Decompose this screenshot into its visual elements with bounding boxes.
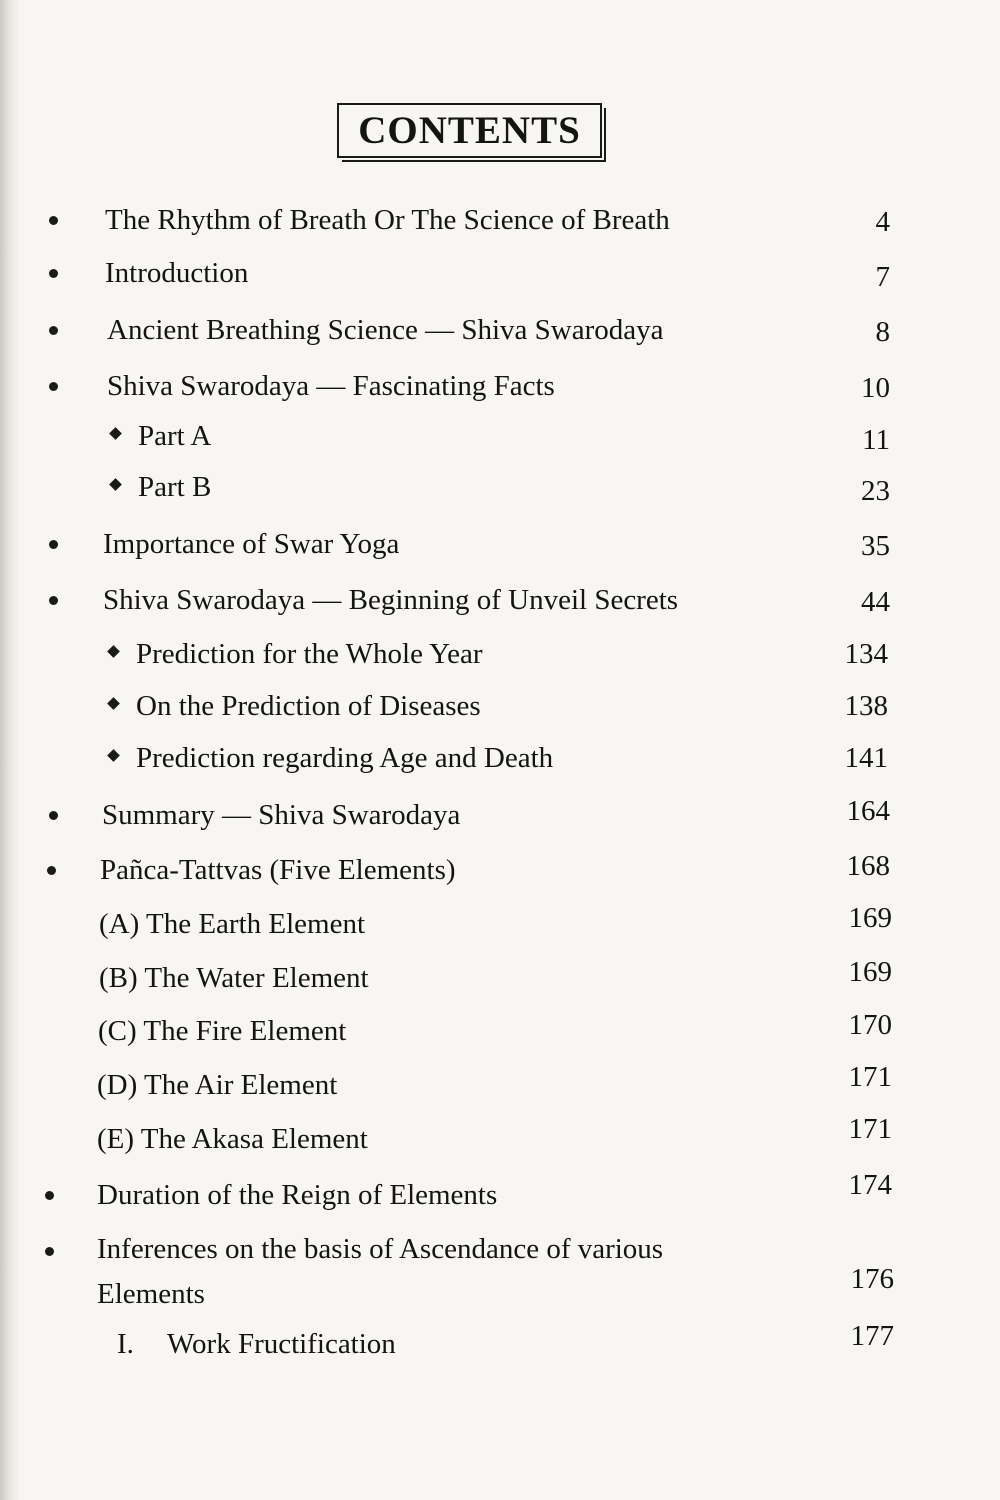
toc-entry-title: Ancient Breathing Science — Shiva Swarodaya (107, 314, 664, 346)
toc-subentry[interactable] (0, 956, 1000, 1000)
toc-subentry[interactable] (0, 740, 1000, 780)
toc-entry-page: 164 (846, 795, 890, 827)
toc-entry-page: 11 (862, 424, 890, 456)
toc-subentry[interactable] (0, 469, 1000, 509)
toc-entry-title: Prediction for the Whole Year (136, 638, 483, 670)
toc-entry-title: Part A (138, 420, 212, 452)
toc-entry-page: 171 (848, 1113, 892, 1145)
toc-entry-page: 10 (861, 372, 890, 404)
toc-entry-title: Pañca-Tattvas (Five Elements) (100, 854, 456, 886)
toc-entry[interactable] (0, 526, 1000, 566)
toc-entry[interactable] (0, 1231, 1000, 1311)
contents-title-box (337, 103, 602, 158)
toc-subentry[interactable] (0, 1061, 1000, 1107)
toc-entry-title: (A) The Earth Element (99, 908, 365, 940)
toc-entry-title: The Rhythm of Breath Or The Science of Breath (105, 204, 670, 236)
toc-entry-title: Shiva Swarodaya — Beginning of Unveil Secrets (103, 584, 679, 616)
toc-entry-title: Introduction (105, 257, 249, 289)
toc-entry-page: 35 (861, 530, 890, 562)
toc-subentry[interactable] (0, 1320, 1000, 1366)
toc-entry-title: Work Fructification (167, 1328, 396, 1360)
bullet-icon (47, 866, 56, 875)
toc-entry-page: 169 (848, 956, 892, 988)
bullet-icon (49, 382, 58, 391)
toc-entry[interactable] (0, 368, 1000, 408)
toc-entry-page: 141 (844, 742, 888, 774)
diamond-bullet-icon (109, 427, 122, 440)
bullet-icon (49, 811, 58, 820)
toc-entry-page: 169 (848, 902, 892, 934)
toc-entry-page: 134 (844, 638, 888, 670)
toc-entry[interactable] (0, 582, 1000, 622)
toc-subentry[interactable] (0, 636, 1000, 676)
toc-subentry[interactable] (0, 1009, 1000, 1053)
toc-entry[interactable] (0, 312, 1000, 352)
bullet-icon (49, 326, 58, 335)
toc-entry[interactable] (0, 852, 1000, 892)
diamond-bullet-icon (107, 749, 120, 762)
toc-entry-page: 23 (861, 475, 890, 507)
toc-entry-title: Shiva Swarodaya — Fascinating Facts (107, 370, 555, 402)
toc-entry-title: (C) The Fire Element (98, 1015, 347, 1047)
diamond-bullet-icon (109, 478, 122, 491)
toc-subentry[interactable] (0, 418, 1000, 458)
toc-entry[interactable] (0, 1169, 1000, 1217)
toc-entry-page: 8 (875, 316, 890, 348)
toc-subentry[interactable] (0, 1113, 1000, 1161)
diamond-bullet-icon (107, 645, 120, 658)
toc-entry-title: Summary — Shiva Swarodaya (102, 799, 461, 831)
bullet-icon (49, 596, 58, 605)
toc-entry-page: 7 (875, 261, 890, 293)
page-title: CONTENTS (358, 109, 581, 152)
toc-entry-title: (D) The Air Element (97, 1069, 338, 1101)
toc-entry-page: 138 (844, 690, 888, 722)
toc-entry-page: 174 (848, 1169, 892, 1201)
bullet-icon (45, 1247, 54, 1256)
toc-entry-page: 176 (850, 1263, 894, 1295)
toc-subentry[interactable] (0, 902, 1000, 946)
toc-entry-title: (E) The Akasa Element (97, 1123, 368, 1155)
toc-entry-title: Duration of the Reign of Elements (97, 1179, 498, 1211)
toc-entry-title: (B) The Water Element (99, 962, 369, 994)
roman-numeral: I. (117, 1328, 134, 1360)
diamond-bullet-icon (107, 697, 120, 710)
bullet-icon (49, 269, 58, 278)
toc-entry-title: Importance of Swar Yoga (103, 528, 400, 560)
toc-entry[interactable] (0, 797, 1000, 837)
toc-entry-page: 4 (875, 206, 890, 238)
toc-entry-title: Inferences on the basis of Ascendance of various (97, 1233, 664, 1265)
toc-entry-title-continued: Elements (97, 1278, 205, 1310)
toc-entry-page: 44 (861, 586, 890, 618)
toc-entry[interactable] (0, 202, 1000, 242)
bullet-icon (49, 540, 58, 549)
toc-entry-page: 170 (848, 1009, 892, 1041)
bullet-icon (49, 216, 58, 225)
toc-entry-page: 168 (846, 850, 890, 882)
bullet-icon (45, 1191, 54, 1200)
toc-entry-title: Part B (138, 471, 212, 503)
toc-entry[interactable] (0, 255, 1000, 295)
toc-subentry[interactable] (0, 688, 1000, 728)
toc-entry-page: 171 (848, 1061, 892, 1093)
toc-entry-page: 177 (850, 1320, 894, 1352)
toc-entry-title: Prediction regarding Age and Death (136, 742, 554, 774)
toc-entry-title: On the Prediction of Diseases (136, 690, 481, 722)
